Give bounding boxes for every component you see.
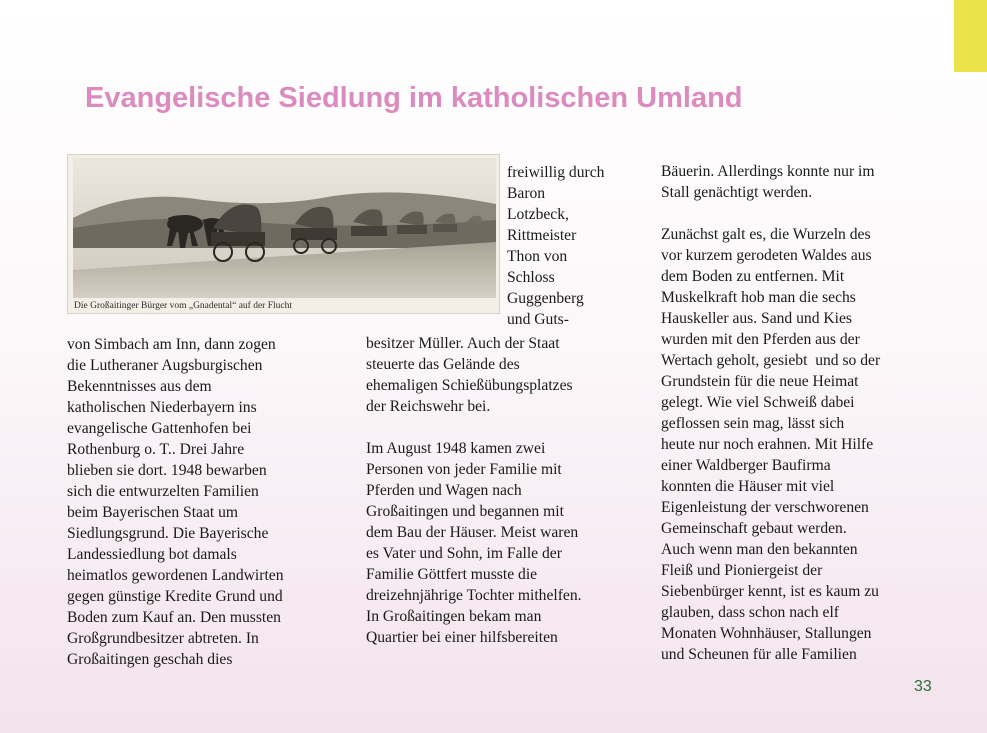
wagon-convoy-image — [73, 158, 496, 298]
yellow-accent-bar — [954, 0, 987, 72]
page-title: Evangelische Siedlung im katholischen Umland — [85, 82, 743, 114]
photo-caption: Die Großaitinger Bürger vom „Gnadental“ auf der Flucht — [74, 301, 292, 311]
page-number: 33 — [914, 678, 932, 695]
text-column-1: von Simbach am Inn, dann zogen die Lutheraner Augsburgischen Bekenntnisses aus dem katholischen Niederbayern ins evangelische Gattenhofen bei Rothenburg o. T.. Drei Jahre blieben sie dort. 1948 bewarben sich die entwurzelten Familien beim Bayerischen Staat um Siedlungsgrund. Die Bayerische Landessiedlung bot damals heimatlos gewordenen Landwirten gegen günstige Kredite Grund und Boden zum Kauf an. Den mussten Großgrundbesitzer abtreten. In Großaitingen geschah dies — [67, 336, 284, 668]
historic-photo — [67, 154, 500, 314]
wrap-text-beside-photo: freiwillig durch Baron Lotzbeck, Rittmeister Thon von Schloss Guggenberg und Guts- — [507, 164, 605, 328]
text-column-2: besitzer Müller. Auch der Staat steuerte das Gelände des ehemaligen Schießübungsplatzes der Reichswehr bei. Im August 1948 kamen zwei Personen von jeder Familie mit Pferden und Wagen nach Großaitingen und begannen mit dem Bau der Häuser. Meist waren es Vater und Sohn, im Falle der Familie Göttfert musste die dreizehnjährige Tochter mithelfen. In Großaitingen bekam man Quartier bei einer hilfsbereiten — [366, 335, 582, 646]
text-column-3: Bäuerin. Allerdings konnte nur im Stall genächtigt werden. Zunächst galt es, die Wurzeln des vor kurzem gerodeten Waldes aus dem Boden zu entfernen. Mit Muskelkraft hob man die sechs Hauskeller aus. Sand und Kies wurden mit den Pferden aus der Wertach geholt, gesiebt und so der Grundstein für die neue Heimat gelegt. Wie viel Schweiß dabei geflossen sein mag, lässt sich heute nur noch erahnen. Mit Hilfe einer Waldberger Baufirma konnten die Häuser mit viel Eigenleistung der verschworenen Gemeinschaft gebaut werden. Auch wenn man den bekannten Fleiß und Pioniergeist der Siebenbürger kennt, ist es kaum zu glauben, dass schon nach elf Monaten Wohnhäuser, Stallungen und Scheunen für alle Familien — [661, 163, 881, 663]
